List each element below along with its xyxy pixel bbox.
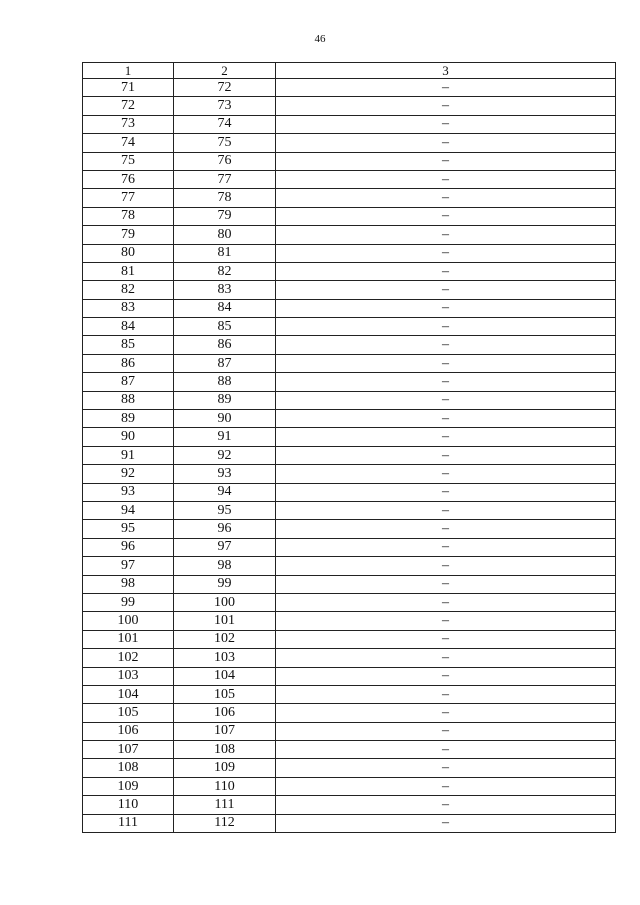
table-cell-col-3: – (276, 391, 616, 409)
table-cell-col-1: 95 (83, 520, 174, 538)
table-cell-col-1: 81 (83, 262, 174, 280)
table-row (83, 612, 616, 630)
table-row (83, 630, 616, 648)
table-cell-col-1: 101 (83, 630, 174, 648)
table-cell-col-2: 95 (174, 501, 276, 519)
table-cell-col-3: – (276, 612, 616, 630)
table-row (83, 299, 616, 317)
table-cell-col-1: 86 (83, 354, 174, 372)
table-row (83, 336, 616, 354)
table-cell-col-1: 97 (83, 557, 174, 575)
table-row (83, 373, 616, 391)
table-cell-col-1: 93 (83, 483, 174, 501)
table-cell-col-3: – (276, 446, 616, 464)
table-cell-col-3: – (276, 557, 616, 575)
page-number: 46 (314, 33, 326, 45)
table-cell-col-3: – (276, 465, 616, 483)
table-row (83, 428, 616, 446)
table-cell-col-1: 77 (83, 189, 174, 207)
table-cell-col-2: 108 (174, 741, 276, 759)
table-cell-col-2: 103 (174, 649, 276, 667)
table-cell-col-2: 106 (174, 704, 276, 722)
table-cell-col-2: 73 (174, 97, 276, 115)
table-cell-col-1: 89 (83, 410, 174, 428)
table-cell-col-2: 110 (174, 777, 276, 795)
table-row (83, 685, 616, 703)
table-cell-col-1: 106 (83, 722, 174, 740)
table-row (83, 722, 616, 740)
table-cell-col-2: 83 (174, 281, 276, 299)
table-row (83, 704, 616, 722)
table-body (83, 79, 616, 833)
table-cell-col-1: 84 (83, 318, 174, 336)
table-row (83, 207, 616, 225)
table-row (83, 170, 616, 188)
table-cell-col-2: 88 (174, 373, 276, 391)
column-header-3: 3 (276, 63, 616, 79)
table-cell-col-3: – (276, 299, 616, 317)
table-row (83, 796, 616, 814)
table-cell-col-1: 96 (83, 538, 174, 556)
table-cell-col-1: 98 (83, 575, 174, 593)
table-row (83, 410, 616, 428)
table-cell-col-3: – (276, 501, 616, 519)
table-row (83, 152, 616, 170)
table-cell-col-1: 90 (83, 428, 174, 446)
table-cell-col-1: 94 (83, 501, 174, 519)
table-cell-col-3: – (276, 115, 616, 133)
table-cell-col-2: 104 (174, 667, 276, 685)
table-cell-col-1: 71 (83, 79, 174, 97)
table-cell-col-3: – (276, 814, 616, 832)
table-cell-col-3: – (276, 97, 616, 115)
table-cell-col-2: 94 (174, 483, 276, 501)
table-cell-col-2: 74 (174, 115, 276, 133)
table-cell-col-1: 91 (83, 446, 174, 464)
table-cell-col-2: 85 (174, 318, 276, 336)
table-cell-col-2: 72 (174, 79, 276, 97)
table-cell-col-3: – (276, 318, 616, 336)
table-cell-col-2: 91 (174, 428, 276, 446)
table-cell-col-1: 87 (83, 373, 174, 391)
table-cell-col-1: 85 (83, 336, 174, 354)
table-cell-col-2: 75 (174, 134, 276, 152)
table-cell-col-1: 103 (83, 667, 174, 685)
table-cell-col-1: 102 (83, 649, 174, 667)
table-cell-col-3: – (276, 152, 616, 170)
table-row (83, 354, 616, 372)
table-cell-col-2: 82 (174, 262, 276, 280)
table-cell-col-1: 76 (83, 170, 174, 188)
table-cell-col-1: 72 (83, 97, 174, 115)
table-cell-col-3: – (276, 281, 616, 299)
table-cell-col-2: 112 (174, 814, 276, 832)
table-row (83, 741, 616, 759)
table-header-row (83, 63, 616, 79)
table-row (83, 281, 616, 299)
table-cell-col-1: 109 (83, 777, 174, 795)
table-cell-col-3: – (276, 722, 616, 740)
table-row (83, 667, 616, 685)
table-cell-col-2: 89 (174, 391, 276, 409)
table-cell-col-2: 90 (174, 410, 276, 428)
table-cell-col-2: 97 (174, 538, 276, 556)
table-cell-col-3: – (276, 354, 616, 372)
table-cell-col-3: – (276, 170, 616, 188)
table-cell-col-1: 78 (83, 207, 174, 225)
table-row (83, 226, 616, 244)
table-cell-col-2: 107 (174, 722, 276, 740)
table-cell-col-3: – (276, 483, 616, 501)
table-cell-col-2: 93 (174, 465, 276, 483)
table-row (83, 483, 616, 501)
table-row (83, 759, 616, 777)
table-cell-col-3: – (276, 410, 616, 428)
table-cell-col-3: – (276, 704, 616, 722)
table-cell-col-3: – (276, 189, 616, 207)
table-cell-col-1: 92 (83, 465, 174, 483)
column-header-1: 1 (83, 63, 174, 79)
table-row (83, 520, 616, 538)
table-cell-col-3: – (276, 649, 616, 667)
table-row (83, 538, 616, 556)
table-cell-col-3: – (276, 520, 616, 538)
table-cell-col-2: 79 (174, 207, 276, 225)
table-cell-col-3: – (276, 796, 616, 814)
table-cell-col-3: – (276, 336, 616, 354)
table-cell-col-1: 88 (83, 391, 174, 409)
table-cell-col-3: – (276, 593, 616, 611)
table-cell-col-2: 98 (174, 557, 276, 575)
table-row (83, 115, 616, 133)
table-row (83, 97, 616, 115)
table-cell-col-1: 105 (83, 704, 174, 722)
table-cell-col-3: – (276, 244, 616, 262)
table-cell-col-2: 81 (174, 244, 276, 262)
table-row (83, 134, 616, 152)
table-row (83, 593, 616, 611)
table-row (83, 262, 616, 280)
table-row (83, 318, 616, 336)
table-cell-col-1: 111 (83, 814, 174, 832)
table-cell-col-3: – (276, 575, 616, 593)
table-row (83, 814, 616, 832)
table-cell-col-1: 73 (83, 115, 174, 133)
table-cell-col-1: 83 (83, 299, 174, 317)
table-cell-col-1: 108 (83, 759, 174, 777)
data-table (82, 62, 616, 833)
table-cell-col-3: – (276, 428, 616, 446)
table-cell-col-1: 74 (83, 134, 174, 152)
table-cell-col-3: – (276, 667, 616, 685)
table-cell-col-3: – (276, 685, 616, 703)
table-cell-col-1: 99 (83, 593, 174, 611)
table-cell-col-1: 80 (83, 244, 174, 262)
table-cell-col-2: 86 (174, 336, 276, 354)
table-cell-col-1: 110 (83, 796, 174, 814)
table-cell-col-1: 100 (83, 612, 174, 630)
table-cell-col-3: – (276, 538, 616, 556)
table-cell-col-1: 107 (83, 741, 174, 759)
table-cell-col-3: – (276, 226, 616, 244)
table-row (83, 575, 616, 593)
table-cell-col-2: 77 (174, 170, 276, 188)
table-cell-col-3: – (276, 741, 616, 759)
table-row (83, 777, 616, 795)
table-cell-col-2: 78 (174, 189, 276, 207)
table-cell-col-1: 75 (83, 152, 174, 170)
table-cell-col-3: – (276, 777, 616, 795)
table-cell-col-3: – (276, 373, 616, 391)
table-cell-col-1: 82 (83, 281, 174, 299)
table-cell-col-3: – (276, 134, 616, 152)
table-cell-col-2: 80 (174, 226, 276, 244)
table-row (83, 79, 616, 97)
table-row (83, 244, 616, 262)
table-cell-col-2: 99 (174, 575, 276, 593)
table-cell-col-2: 100 (174, 593, 276, 611)
table-row (83, 649, 616, 667)
table-cell-col-3: – (276, 79, 616, 97)
table-row (83, 501, 616, 519)
table-row (83, 391, 616, 409)
table-cell-col-3: – (276, 630, 616, 648)
table-cell-col-2: 102 (174, 630, 276, 648)
table-row (83, 189, 616, 207)
table-cell-col-2: 87 (174, 354, 276, 372)
table-cell-col-2: 84 (174, 299, 276, 317)
table-row (83, 465, 616, 483)
table-cell-col-2: 96 (174, 520, 276, 538)
table-cell-col-3: – (276, 759, 616, 777)
table-cell-col-2: 111 (174, 796, 276, 814)
table-cell-col-2: 101 (174, 612, 276, 630)
table-cell-col-2: 76 (174, 152, 276, 170)
table-cell-col-3: – (276, 207, 616, 225)
table-cell-col-2: 109 (174, 759, 276, 777)
table-cell-col-2: 92 (174, 446, 276, 464)
column-header-2: 2 (174, 63, 276, 79)
table-cell-col-2: 105 (174, 685, 276, 703)
table-cell-col-1: 79 (83, 226, 174, 244)
table-row (83, 446, 616, 464)
table-cell-col-3: – (276, 262, 616, 280)
table-cell-col-1: 104 (83, 685, 174, 703)
table-row (83, 557, 616, 575)
